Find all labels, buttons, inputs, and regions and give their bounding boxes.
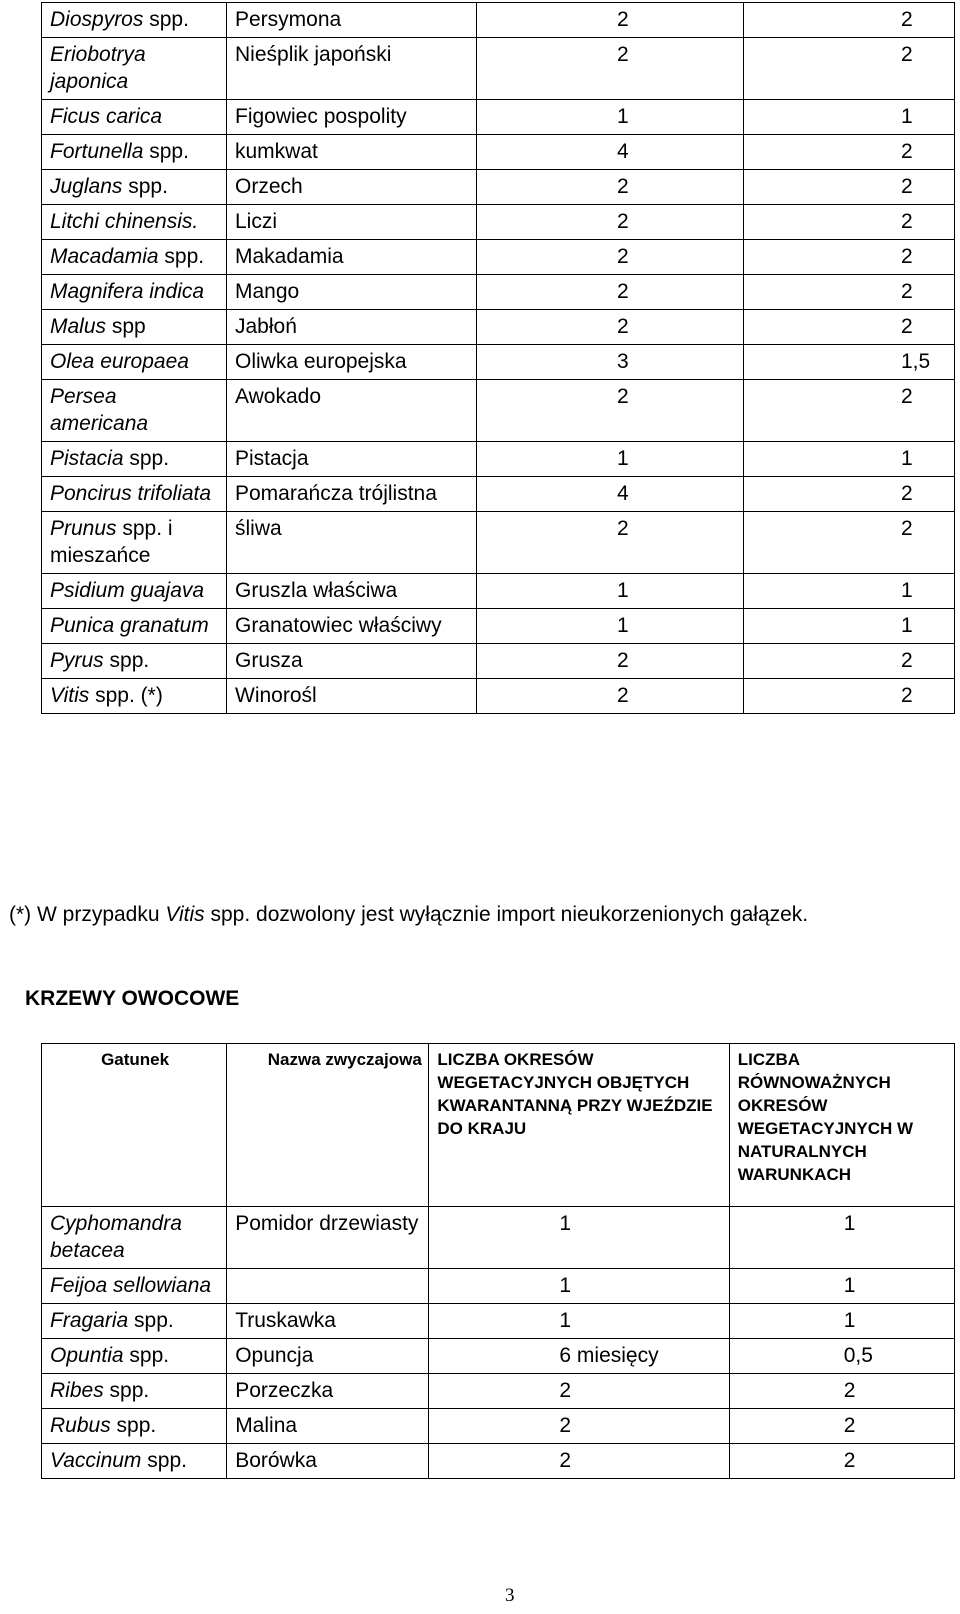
equivalent-periods-cell	[729, 1304, 954, 1339]
common-name-cell: Persymona	[227, 3, 477, 38]
quarantine-periods-cell	[477, 38, 744, 100]
common-name-cell: Pomarańcza trójlistna	[227, 477, 477, 512]
footnote	[9, 901, 808, 928]
species-latin: Cyphomandra betacea	[50, 1212, 182, 1262]
quarantine-periods-value: 1	[559, 1309, 572, 1332]
quarantine-periods-value: 2	[617, 43, 629, 66]
footnote-prefix: (*) W przypadku	[9, 903, 166, 926]
quarantine-periods-value: 6 miesięcy	[559, 1344, 659, 1367]
table-row	[42, 1409, 955, 1444]
species-latin: Punica granatum	[50, 614, 209, 637]
species-cell	[42, 442, 227, 477]
common-name-cell: Nieśplik japoński	[227, 38, 477, 100]
species-cell	[42, 3, 227, 38]
species-suffix: spp.	[103, 1379, 150, 1402]
header-quarantine-periods: LICZBA OKRESÓW WEGETACYJNYCH OBJĘTYCH KWARANTANNĄ PRZY WJEŹDZIE DO KRAJU	[429, 1044, 729, 1207]
equivalent-periods-value: 2	[901, 175, 913, 198]
species-latin: Fragaria	[50, 1309, 129, 1332]
quarantine-periods-value: 2	[617, 280, 629, 303]
quarantine-periods-value: 2	[617, 210, 629, 233]
common-name-cell: Jabłoń	[227, 310, 477, 345]
header-common-name: Nazwa zwyczajowa	[227, 1044, 429, 1207]
species-cell	[42, 135, 227, 170]
quarantine-periods-cell	[477, 170, 744, 205]
species-latin: Magnifera indica	[50, 280, 205, 303]
equivalent-periods-value: 1	[901, 105, 913, 128]
quarantine-periods-cell	[477, 679, 744, 714]
table-row	[42, 574, 955, 609]
quarantine-periods-value: 4	[617, 140, 629, 163]
fruit-trees-table-body	[42, 3, 955, 714]
common-name-cell: Gruszla właściwa	[227, 574, 477, 609]
species-suffix: spp.	[122, 175, 168, 198]
equivalent-periods-value: 2	[843, 1449, 856, 1472]
table-row	[42, 442, 955, 477]
equivalent-periods-value: 0,5	[843, 1344, 873, 1367]
equivalent-periods-cell	[729, 1339, 954, 1374]
fruit-trees-table	[41, 2, 955, 714]
equivalent-periods-value: 1,5	[901, 350, 931, 373]
quarantine-periods-value: 1	[617, 105, 629, 128]
species-cell	[42, 1444, 227, 1479]
species-suffix: spp.	[143, 8, 189, 31]
quarantine-periods-value: 2	[617, 517, 629, 540]
equivalent-periods-value: 2	[901, 482, 913, 505]
quarantine-periods-cell	[429, 1339, 729, 1374]
common-name-cell: Truskawka	[227, 1304, 429, 1339]
quarantine-periods-cell	[477, 442, 744, 477]
quarantine-periods-cell	[477, 609, 744, 644]
table-row	[42, 1339, 955, 1374]
table-row	[42, 380, 955, 442]
equivalent-periods-value: 2	[901, 649, 913, 672]
species-latin: Malus	[50, 315, 107, 338]
species-latin: Prunus	[50, 517, 117, 540]
quarantine-periods-cell	[477, 380, 744, 442]
species-cell	[42, 574, 227, 609]
quarantine-periods-value: 2	[617, 649, 629, 672]
equivalent-periods-cell	[729, 1409, 954, 1444]
quarantine-periods-value: 1	[617, 447, 629, 470]
species-latin: Macadamia	[50, 245, 159, 268]
quarantine-periods-cell	[477, 644, 744, 679]
table-row	[42, 477, 955, 512]
common-name-cell: Orzech	[227, 170, 477, 205]
equivalent-periods-value: 2	[901, 210, 913, 233]
equivalent-periods-value: 2	[901, 43, 913, 66]
equivalent-periods-value: 2	[901, 315, 913, 338]
species-cell	[42, 205, 227, 240]
footnote-rest: spp. dozwolony jest wyłącznie import nieukorzenionych gałązek.	[204, 903, 809, 926]
table-row	[42, 1304, 955, 1339]
table-row	[42, 205, 955, 240]
quarantine-periods-cell	[429, 1269, 729, 1304]
species-latin: Opuntia	[50, 1344, 124, 1367]
quarantine-periods-cell	[477, 512, 744, 574]
common-name-cell: śliwa	[227, 512, 477, 574]
table-row	[42, 644, 955, 679]
quarantine-periods-cell	[477, 275, 744, 310]
quarantine-periods-cell	[477, 240, 744, 275]
equivalent-periods-value: 2	[843, 1379, 856, 1402]
quarantine-periods-cell	[477, 205, 744, 240]
species-cell	[42, 644, 227, 679]
header-species: Gatunek	[42, 1044, 227, 1207]
table-row	[42, 310, 955, 345]
quarantine-periods-cell	[477, 100, 744, 135]
quarantine-periods-value: 1	[617, 579, 629, 602]
quarantine-periods-value: 4	[617, 482, 629, 505]
species-cell	[42, 679, 227, 714]
table-row	[42, 170, 955, 205]
quarantine-periods-value: 2	[617, 245, 629, 268]
quarantine-periods-cell	[477, 345, 744, 380]
fruit-shrubs-table	[41, 1043, 955, 1479]
species-suffix: spp.	[141, 1449, 187, 1472]
equivalent-periods-value: 2	[843, 1414, 856, 1437]
species-latin: Pistacia	[50, 447, 124, 470]
equivalent-periods-cell	[744, 477, 955, 512]
common-name-cell: Pomidor drzewiasty	[227, 1207, 429, 1269]
common-name-cell: Figowiec pospolity	[227, 100, 477, 135]
quarantine-periods-value: 2	[559, 1379, 572, 1402]
equivalent-periods-cell	[744, 574, 955, 609]
equivalent-periods-value: 2	[901, 684, 913, 707]
species-cell	[42, 170, 227, 205]
common-name-cell	[227, 1269, 429, 1304]
equivalent-periods-cell	[744, 345, 955, 380]
species-latin: Vitis	[50, 684, 90, 707]
equivalent-periods-cell	[744, 609, 955, 644]
equivalent-periods-cell	[744, 644, 955, 679]
page-number: 3	[505, 1585, 515, 1606]
quarantine-periods-value: 1	[617, 614, 629, 637]
quarantine-periods-cell	[429, 1374, 729, 1409]
equivalent-periods-value: 2	[901, 140, 913, 163]
equivalent-periods-cell	[729, 1374, 954, 1409]
quarantine-periods-cell	[429, 1444, 729, 1479]
quarantine-periods-cell	[429, 1304, 729, 1339]
table-row	[42, 609, 955, 644]
quarantine-periods-value: 2	[617, 315, 629, 338]
species-latin: Olea europaea	[50, 350, 189, 373]
quarantine-periods-value: 2	[617, 8, 629, 31]
equivalent-periods-value: 1	[843, 1212, 856, 1235]
species-latin: Pyrus	[50, 649, 104, 672]
equivalent-periods-cell	[744, 100, 955, 135]
equivalent-periods-cell	[729, 1207, 954, 1269]
species-latin: Feijoa sellowiana	[50, 1274, 212, 1297]
equivalent-periods-cell	[729, 1444, 954, 1479]
equivalent-periods-cell	[744, 135, 955, 170]
section-title: KRZEWY OWOCOWE	[25, 987, 240, 1010]
common-name-cell: Winorośl	[227, 679, 477, 714]
equivalent-periods-cell	[744, 3, 955, 38]
footnote-species: Vitis	[165, 903, 205, 926]
common-name-cell: Grusza	[227, 644, 477, 679]
equivalent-periods-value: 1	[901, 614, 913, 637]
quarantine-periods-value: 1	[559, 1274, 572, 1297]
species-suffix: spp.	[158, 245, 205, 268]
common-name-cell: Mango	[227, 275, 477, 310]
equivalent-periods-cell	[744, 275, 955, 310]
species-suffix: spp.	[128, 1309, 174, 1332]
equivalent-periods-value: 2	[901, 385, 913, 408]
common-name-cell: Pistacja	[227, 442, 477, 477]
table-row	[42, 38, 955, 100]
table-row	[42, 240, 955, 275]
species-cell	[42, 512, 227, 574]
table-row	[42, 275, 955, 310]
species-latin: Persea americana	[50, 385, 149, 435]
species-suffix: spp	[106, 315, 146, 338]
quarantine-periods-value: 2	[617, 385, 629, 408]
equivalent-periods-cell	[744, 170, 955, 205]
species-cell	[42, 380, 227, 442]
quarantine-periods-value: 1	[559, 1212, 572, 1235]
species-latin: Psidium guajava	[50, 579, 205, 602]
species-latin: Juglans	[50, 175, 123, 198]
table-row	[42, 1207, 955, 1269]
species-cell	[42, 345, 227, 380]
species-latin: Diospyros	[50, 8, 144, 31]
species-suffix: spp. i mieszańce	[50, 517, 173, 567]
equivalent-periods-value: 1	[843, 1309, 856, 1332]
common-name-cell: Porzeczka	[227, 1374, 429, 1409]
common-name-cell: Makadamia	[227, 240, 477, 275]
common-name-cell: Opuncja	[227, 1339, 429, 1374]
equivalent-periods-cell	[729, 1269, 954, 1304]
equivalent-periods-cell	[744, 380, 955, 442]
table-row	[42, 679, 955, 714]
species-latin: Vaccinum	[50, 1449, 142, 1472]
species-suffix: spp.	[143, 140, 189, 163]
equivalent-periods-value: 2	[901, 280, 913, 303]
common-name-cell: Granatowiec właściwy	[227, 609, 477, 644]
species-latin: Eriobotrya japonica	[50, 43, 146, 93]
equivalent-periods-cell	[744, 442, 955, 477]
common-name-cell: Malina	[227, 1409, 429, 1444]
species-cell	[42, 1409, 227, 1444]
table-row	[42, 345, 955, 380]
equivalent-periods-cell	[744, 240, 955, 275]
species-latin: Poncirus trifoliata	[50, 482, 212, 505]
equivalent-periods-value: 1	[901, 579, 913, 602]
quarantine-periods-cell	[429, 1409, 729, 1444]
quarantine-periods-cell	[477, 310, 744, 345]
table-row	[42, 512, 955, 574]
table-header-row	[42, 1044, 955, 1207]
equivalent-periods-cell	[744, 310, 955, 345]
species-cell	[42, 1269, 227, 1304]
species-suffix: spp.	[110, 1414, 157, 1437]
species-suffix: spp.	[123, 1344, 170, 1367]
species-cell	[42, 100, 227, 135]
species-cell	[42, 1374, 227, 1409]
quarantine-periods-cell	[477, 135, 744, 170]
equivalent-periods-value: 2	[901, 245, 913, 268]
species-latin: Ribes	[50, 1379, 104, 1402]
species-cell	[42, 1304, 227, 1339]
common-name-cell: Oliwka europejska	[227, 345, 477, 380]
equivalent-periods-value: 1	[843, 1274, 856, 1297]
species-cell	[42, 310, 227, 345]
species-suffix: spp. (*)	[89, 684, 163, 707]
species-suffix: spp.	[103, 649, 150, 672]
quarantine-periods-value: 2	[559, 1414, 572, 1437]
species-cell	[42, 1207, 227, 1269]
equivalent-periods-value: 2	[901, 517, 913, 540]
species-cell	[42, 1339, 227, 1374]
species-latin: Litchi chinensis.	[50, 210, 199, 233]
quarantine-periods-value: 2	[617, 175, 629, 198]
common-name-cell: Liczi	[227, 205, 477, 240]
common-name-cell: kumkwat	[227, 135, 477, 170]
quarantine-periods-value: 2	[559, 1449, 572, 1472]
table-row	[42, 135, 955, 170]
fruit-shrubs-table-body	[42, 1207, 955, 1479]
quarantine-periods-cell	[477, 3, 744, 38]
table-row	[42, 100, 955, 135]
table-row	[42, 1269, 955, 1304]
species-cell	[42, 477, 227, 512]
quarantine-periods-cell	[429, 1207, 729, 1269]
equivalent-periods-cell	[744, 679, 955, 714]
table-row	[42, 1374, 955, 1409]
table-row	[42, 1444, 955, 1479]
equivalent-periods-value: 1	[901, 447, 913, 470]
equivalent-periods-cell	[744, 205, 955, 240]
quarantine-periods-cell	[477, 477, 744, 512]
species-cell	[42, 275, 227, 310]
species-latin: Rubus	[50, 1414, 111, 1437]
header-equivalent-periods: LICZBA RÓWNOWAŻNYCH OKRESÓW WEGETACYJNYCH W NATURALNYCH WARUNKACH	[729, 1044, 954, 1207]
quarantine-periods-value: 3	[617, 350, 629, 373]
table-row	[42, 3, 955, 38]
species-cell	[42, 38, 227, 100]
quarantine-periods-value: 2	[617, 684, 629, 707]
species-latin: Fortunella	[50, 140, 144, 163]
species-cell	[42, 609, 227, 644]
common-name-cell: Borówka	[227, 1444, 429, 1479]
equivalent-periods-cell	[744, 512, 955, 574]
species-latin: Ficus carica	[50, 105, 163, 128]
equivalent-periods-cell	[744, 38, 955, 100]
quarantine-periods-cell	[477, 574, 744, 609]
common-name-cell: Awokado	[227, 380, 477, 442]
species-cell	[42, 240, 227, 275]
species-suffix: spp.	[123, 447, 170, 470]
equivalent-periods-value: 2	[901, 8, 913, 31]
